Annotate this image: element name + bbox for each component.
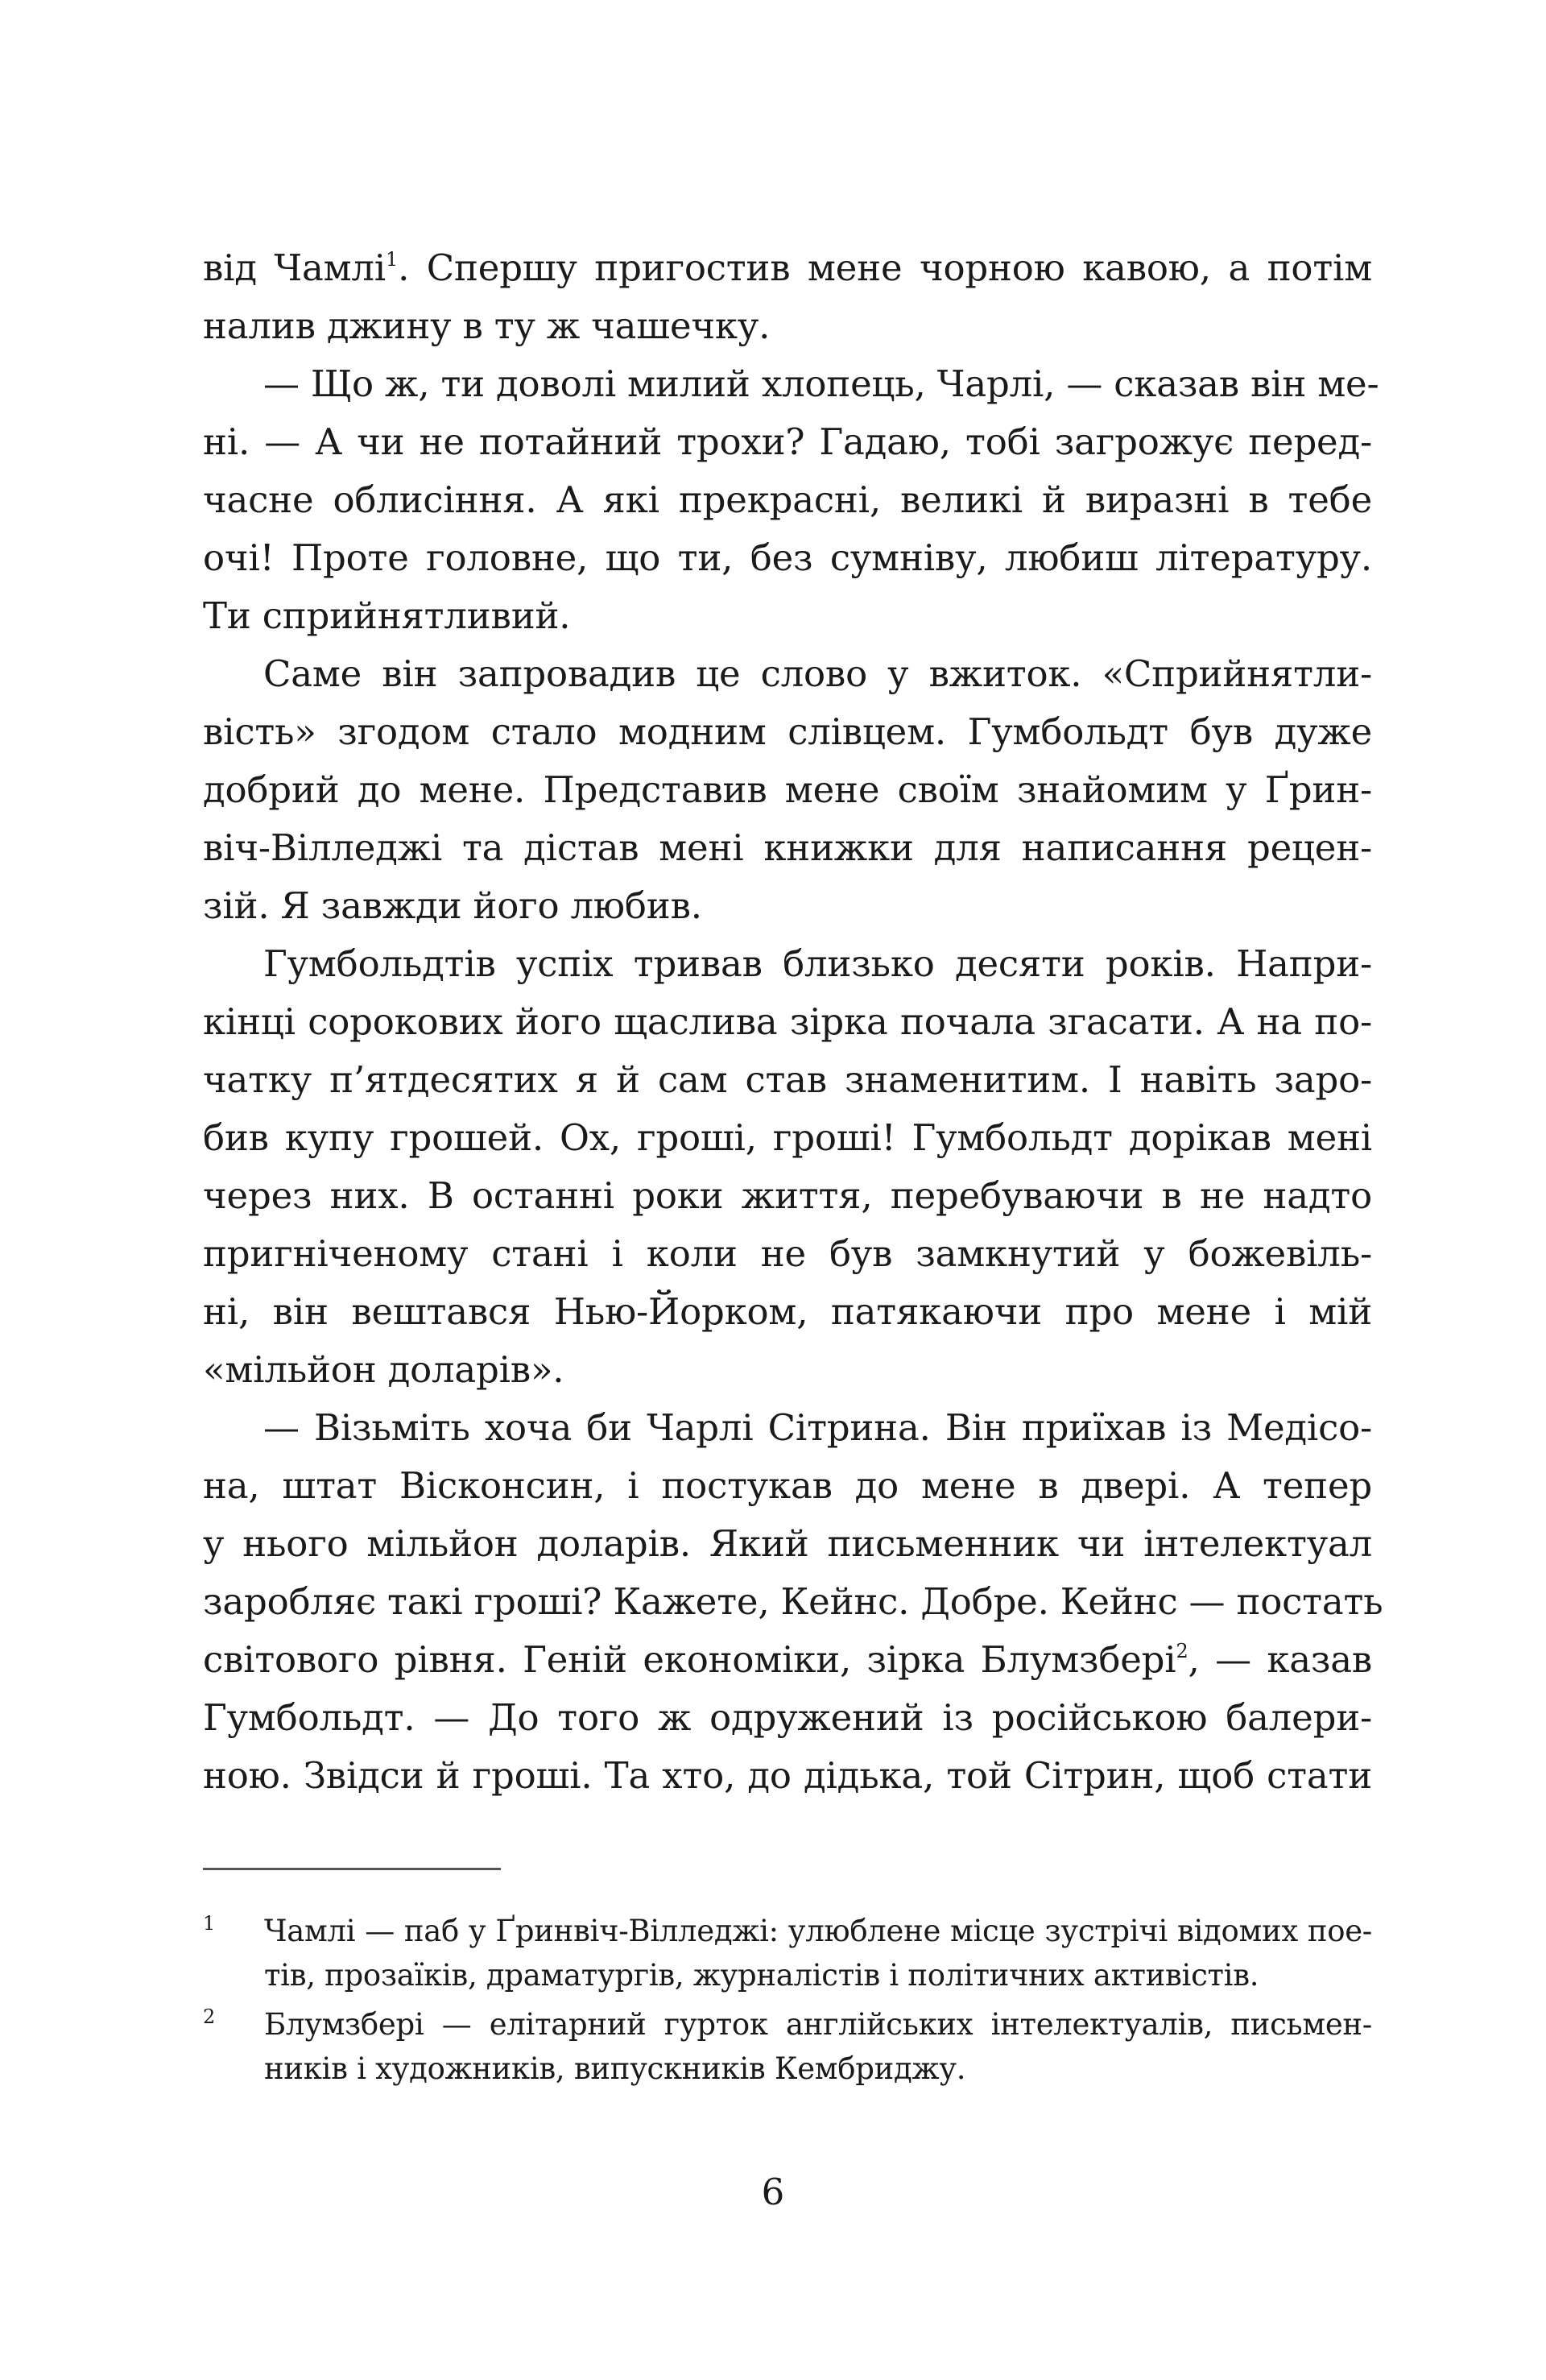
text-line-content: вість» згодом стало модним слівцем. Гумбольдт був дуже [203, 710, 1372, 753]
text-line-content: очі! Проте головне, що ти, без сумніву, любиш літературу. [203, 536, 1372, 579]
text-line [203, 239, 1372, 297]
text-line-content: на, штат Вісконсин, і постукав до мене в двері. А тепер [203, 1464, 1372, 1507]
text-line-content: «мільйон доларів». [203, 1348, 564, 1391]
footnote-line: Чамлі — паб у Ґринвіч-Вілледжі: улюблене місце зустрічі відомих пое- [264, 1914, 1372, 1948]
footnote-reference[interactable]: 1 [386, 248, 399, 271]
footnote-separator [203, 1868, 501, 1870]
footnote [203, 1909, 1372, 1997]
text-line-content: — Візьміть хоча би Чарлі Сітрина. Він приїхав із Медісо- [263, 1406, 1372, 1449]
footnote-line: тів, прозаїків, драматургів, журналістів і політичних активістів. [264, 1958, 1259, 1993]
footnote-reference[interactable]: 2 [1176, 1640, 1188, 1662]
text-line [203, 1283, 1372, 1341]
text-line-content: світового рівня. Геній економіки, зірка Блумзбері [203, 1638, 1176, 1681]
text-line [203, 819, 1372, 877]
text-line [203, 1341, 1372, 1399]
footnote-line: ників і художників, випускників Кембриджу. [264, 2051, 966, 2086]
text-line-content: Гумбольдт. — До того ж одружений із російською балери- [203, 1696, 1372, 1739]
text-line [203, 761, 1372, 819]
text-line-content: Саме він запровадив це слово у вжиток. «Сприйнятли- [263, 652, 1372, 695]
text-line-content: ні, він вештався Нью-Йорком, патякаючи про мене і мій [203, 1290, 1372, 1333]
text-line-continuation: . Спершу пригостив мене чорною кавою, а потім [398, 246, 1373, 289]
text-line [203, 297, 1372, 355]
text-line [203, 1631, 1372, 1689]
text-line-content: кінці сорокових його щаслива зірка почала згасати. А на по- [203, 1000, 1372, 1043]
text-line-content: пригніченому стані і коли не був замкнутий у божевіль- [203, 1232, 1372, 1275]
footnote-line: Блумзбері — елітарний гурток англійських інтелектуалів, письмен- [264, 2007, 1372, 2042]
text-line-content: ною. Звідси й гроші. Та хто, до дідька, той Сітрин, щоб стати [203, 1754, 1372, 1797]
text-line-content: Гумбольдтів успіх тривав близько десяти років. Напри- [263, 942, 1372, 985]
text-line-continuation: , — казав [1188, 1638, 1372, 1681]
body-text [203, 239, 1383, 1805]
text-line [203, 993, 1372, 1051]
text-line-content: чатку п’ятдесятих я й сам став знаменитим. І навіть заро- [203, 1058, 1372, 1101]
footnote-number: 1 [203, 1912, 216, 1935]
text-line-content: через них. В останні роки життя, перебуваючи в не надто [203, 1174, 1372, 1217]
text-line-content: заробляє такі гроші? Кажете, Кейнс. Добре. Кейнс — постать [203, 1580, 1383, 1623]
text-line [203, 587, 1372, 645]
footnote-text [264, 1909, 1372, 1997]
text-line [203, 1225, 1372, 1283]
text-line [203, 645, 1372, 703]
text-line-content: часне облисіння. А які прекрасні, великі й виразні в тебе [203, 478, 1372, 521]
text-line [203, 471, 1372, 529]
footnote-number: 2 [203, 2005, 216, 2028]
footnote [203, 2002, 1372, 2091]
text-line [203, 1689, 1372, 1747]
text-line [203, 1051, 1372, 1109]
text-line [203, 703, 1372, 761]
text-line-content: віч-Вілледжі та дістав мені книжки для написання рецен- [203, 826, 1372, 869]
text-line-content: ні. — А чи не потайний трохи? Гадаю, тобі загрожує перед- [203, 420, 1372, 463]
text-line-content: Ти сприйнятливий. [203, 594, 571, 637]
text-line-content: — Що ж, ти доволі милий хлопець, Чарлі, — сказав він ме- [263, 362, 1379, 405]
text-line [203, 877, 1372, 935]
text-line [203, 935, 1372, 993]
text-line [203, 1399, 1372, 1457]
text-line [203, 413, 1372, 471]
text-line [203, 1515, 1372, 1573]
text-line [203, 355, 1379, 413]
text-line-content: добрий до мене. Представив мене своїм знайомим у Ґрин- [203, 768, 1372, 811]
text-line [203, 1167, 1372, 1225]
text-line [203, 529, 1372, 587]
text-line [203, 1747, 1372, 1805]
text-line [203, 1109, 1372, 1167]
footnotes [203, 1909, 1372, 2096]
text-line-content: у нього мільйон доларів. Який письменник чи інтелектуал [203, 1522, 1372, 1565]
text-line-content: налив джину в ту ж чашечку. [203, 304, 771, 347]
footnote-text [264, 2002, 1372, 2091]
text-line-content: зій. Я завжди його любив. [203, 884, 702, 927]
text-line [203, 1573, 1383, 1631]
page-number: 6 [761, 2171, 785, 2213]
text-line-content: бив купу грошей. Ох, гроші, гроші! Гумбольдт дорікав мені [203, 1116, 1372, 1159]
text-line-content: від Чамлі [203, 246, 386, 289]
text-line [203, 1457, 1372, 1515]
